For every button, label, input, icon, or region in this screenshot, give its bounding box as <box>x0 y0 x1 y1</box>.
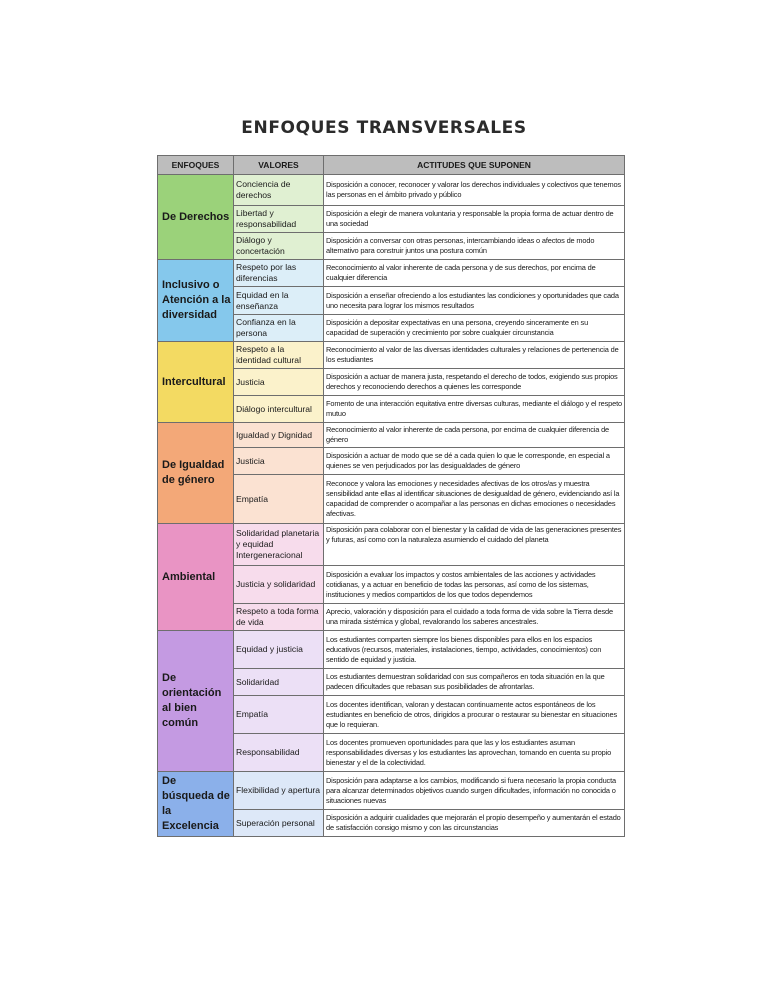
page-title: ENFOQUES TRANSVERSALES <box>241 118 527 138</box>
table-row <box>158 175 625 206</box>
actitud-cell: Reconocimiento al valor inherente de cada persona y de sus derechos, por encima de cualquier diferencia <box>324 260 625 287</box>
valor-cell: Conciencia de derechos <box>234 175 324 206</box>
header-valores: VALORES <box>234 156 324 175</box>
actitud-cell: Fomento de una interacción equitativa entre diversas culturas, mediante el diálogo y el respeto mutuo <box>324 396 625 423</box>
actitud-cell: Los estudiantes demuestran solidaridad con sus compañeros en toda situación en la que padecen dificultades que rebasan sus posibilidades de afrontarlas. <box>324 669 625 696</box>
valor-cell: Respeto a la identidad cultural <box>234 342 324 369</box>
table-row <box>158 260 625 287</box>
valor-cell: Confianza en la persona <box>234 315 324 342</box>
valor-cell: Justicia y solidaridad <box>234 566 324 604</box>
actitud-cell: Disposición para colaborar con el bienestar y la calidad de vida de las generaciones presentes y futuras, así como con la naturaleza asumiendo el cuidado del planeta <box>324 524 625 566</box>
actitud-cell: Disposición a depositar expectativas en una persona, creyendo sinceramente en su capacidad de superación y crecimiento por sobre cualquier circunstancia <box>324 315 625 342</box>
enfoques-table <box>157 155 625 837</box>
actitud-cell: Disposición a evaluar los impactos y costos ambientales de las acciones y actividades cotidianas, y a actuar en beneficio de todas las personas, así como de los sistemas, instituciones y medios compartidos de los que todos dependemos <box>324 566 625 604</box>
actitud-cell: Los docentes promueven oportunidades para que las y los estudiantes asuman responsabilidades diversas y los estudiantes las aprovechan, tomando en cuenta su propio bienestar y el de la colectividad. <box>324 734 625 772</box>
actitud-cell: Disposición a enseñar ofreciendo a los estudiantes las condiciones y oportunidades que cada uno necesita para lograr los mismos resultados <box>324 287 625 315</box>
actitud-cell: Los estudiantes comparten siempre los bienes disponibles para ellos en los espacios educativos (recursos, materiales, instalaciones, tiempo, actividades, conocimientos) con sentido de equidad y justicia. <box>324 631 625 669</box>
actitud-cell: Disposición a adquirir cualidades que mejorarán el propio desempeño y aumentarán el estado de satisfacción consigo mismo y con las circunstancias <box>324 810 625 837</box>
valor-cell: Empatía <box>234 475 324 524</box>
table-row <box>158 631 625 669</box>
enfoque-bien-comun: De orientación al bien común <box>158 631 234 772</box>
valor-cell: Diálogo intercultural <box>234 396 324 423</box>
actitud-cell: Aprecio, valoración y disposición para el cuidado a toda forma de vida sobre la Tierra desde una mirada sistémica y global, revalorando los saberes ancestrales. <box>324 604 625 631</box>
valor-cell: Diálogo y concertación <box>234 233 324 260</box>
actitud-cell: Disposición a conversar con otras personas, intercambiando ideas o afectos de modo alternativo para construir juntos una postura común <box>324 233 625 260</box>
actitud-cell: Reconocimiento al valor de las diversas identidades culturales y relaciones de pertenencia de los estudiantes <box>324 342 625 369</box>
table-row <box>158 524 625 566</box>
enfoque-excelencia: De búsqueda de la Excelencia <box>158 772 234 837</box>
enfoque-intercultural: Intercultural <box>158 342 234 423</box>
valor-cell: Solidaridad planetaria y equidad Intergeneracional <box>234 524 324 566</box>
actitud-cell: Disposición a actuar de modo que se dé a cada quien lo que le corresponde, en especial a quienes se ven perjudicados por las desigualdades de género <box>324 448 625 475</box>
actitud-cell: Disposición a elegir de manera voluntaria y responsable la propia forma de actuar dentro de una sociedad <box>324 206 625 233</box>
valor-cell: Justicia <box>234 448 324 475</box>
valor-cell: Equidad y justicia <box>234 631 324 669</box>
header-enfoques: ENFOQUES <box>158 156 234 175</box>
valor-cell: Solidaridad <box>234 669 324 696</box>
enfoque-derechos: De Derechos <box>158 175 234 260</box>
actitud-cell: Disposición a conocer, reconocer y valorar los derechos individuales y colectivos que tenemos las personas en el ámbito privado y público <box>324 175 625 206</box>
enfoque-ambiental: Ambiental <box>158 524 234 631</box>
table-row <box>158 772 625 810</box>
table-row <box>158 342 625 369</box>
actitud-cell: Reconoce y valora las emociones y necesidades afectivas de los otros/as y muestra sensibilidad ante ellas al identificar situaciones de desigualdad de género, evidenciando así la capacidad de comprender o acompañar a las personas en dichas emociones o necesidades afectivas. <box>324 475 625 524</box>
valor-cell: Equidad en la enseñanza <box>234 287 324 315</box>
actitud-cell: Los docentes identifican, valoran y destacan continuamente actos espontáneos de los estudiantes en beneficio de otros, dirigidos a procurar o restaurar su bienestar en situaciones que lo requieran. <box>324 696 625 734</box>
valor-cell: Empatía <box>234 696 324 734</box>
valor-cell: Respeto a toda forma de vida <box>234 604 324 631</box>
valor-cell: Igualdad y Dignidad <box>234 423 324 448</box>
enfoque-igualdad-genero: De Igualdad de género <box>158 423 234 524</box>
valor-cell: Justicia <box>234 369 324 396</box>
valor-cell: Responsabilidad <box>234 734 324 772</box>
actitud-cell: Disposición a actuar de manera justa, respetando el derecho de todos, exigiendo sus propios derechos y reconociendo derechos a quienes les corresponde <box>324 369 625 396</box>
table-header-row <box>158 156 625 175</box>
header-actitudes: ACTITUDES QUE SUPONEN <box>324 156 625 175</box>
table-row <box>158 423 625 448</box>
valor-cell: Superación personal <box>234 810 324 837</box>
enfoque-inclusivo: Inclusivo o Atención a la diversidad <box>158 260 234 342</box>
valor-cell: Respeto por las diferencias <box>234 260 324 287</box>
actitud-cell: Reconocimiento al valor inherente de cada persona, por encima de cualquier diferencia de género <box>324 423 625 448</box>
valor-cell: Libertad y responsabilidad <box>234 206 324 233</box>
actitud-cell: Disposición para adaptarse a los cambios, modificando si fuera necesario la propia conducta para alcanzar determinados objetivos cuando surgen dificultades, información no conocida o situaciones nuevas <box>324 772 625 810</box>
valor-cell: Flexibilidad y apertura <box>234 772 324 810</box>
